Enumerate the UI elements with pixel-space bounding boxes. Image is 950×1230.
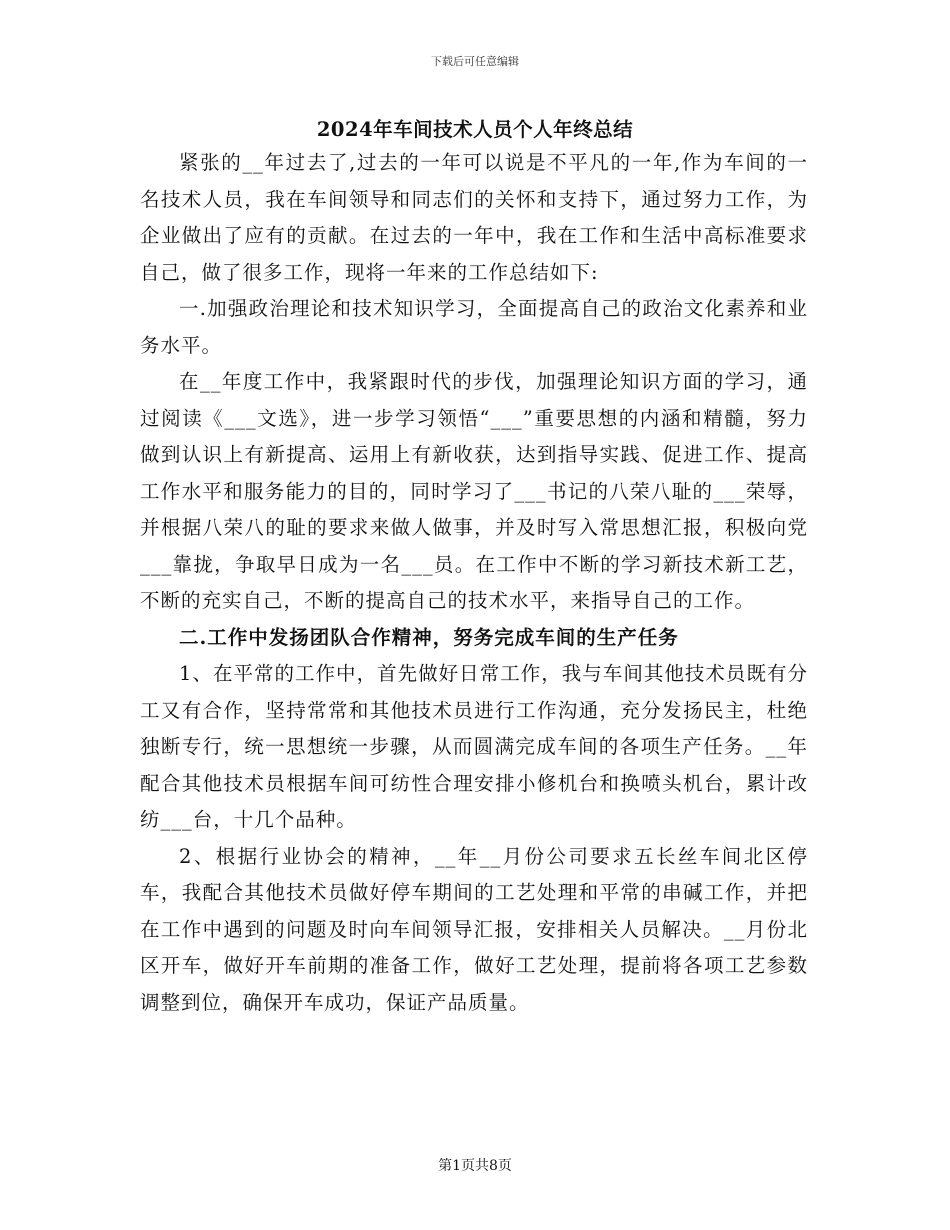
paragraph-item-2: 2、根据行业协会的精神，__年__月份公司要求五长丝车间北区停车，我配合其他技术员做好停车期间的工艺处理和平常的串碱工作，并把在工作中遇到的问题及时向车间领导汇报，安排相关人员解决。__月份北区开车，做好开车前期的准备工作，做好工艺处理，提前将各项工艺参数调整到位，确保开车成功，保证产品质量。 xyxy=(140,844,808,1014)
paragraph-item-1: 1、在平常的工作中，首先做好日常工作，我与车间其他技术员既有分工又有合作，坚持常常和其他技术员进行工作沟通，充分发扬民主，杜绝独断专行，统一思想统一步骤，从而圆满完成车间的各项生产任务。__年配合其他技术员根据车间可纺性合理安排小修机台和换喷头机台，累计改纺___台，十几个品种。 xyxy=(140,662,808,831)
document-body xyxy=(140,145,808,1021)
header-note: 下载后可任意编辑 xyxy=(431,55,519,68)
document-title: 2024年车间技术人员个人年终总结 xyxy=(316,118,634,141)
section-heading-1: 一.加强政治理论和技术知识学习，全面提高自己的政治文化素养和业务水平。 xyxy=(140,297,808,357)
section-heading-2: 二.工作中发扬团队合作精神，努务完成车间的生产任务 xyxy=(179,625,679,649)
paragraph-study: 在__年度工作中，我紧跟时代的步伐，加强理论知识方面的学习，通过阅读《___文选》，进一步学习领悟“___”重要思想的内涵和精髓，努力做到认识上有新提高、运用上有新收获，达到指导实践、促进工作、提高工作水平和服务能力的目的，同时学习了___书记的八荣八耻的___荣辱，并根据八荣八的耻的要求来做人做事，并及时写入常思想汇报，积极向党___靠拢，争取早日成为一名___员。在工作中不断的学习新技术新工艺，不断的充实自己，不断的提高自己的技术水平，来指导自己的工作。 xyxy=(140,370,808,612)
paragraph-intro: 紧张的__年过去了,过去的一年可以说是不平凡的一年,作为车间的一名技术人员，我在车间领导和同志们的关怀和支持下，通过努力工作，为企业做出了应有的贡献。在过去的一年中，我在工作和生活中高标准要求自己，做了很多工作，现将一年来的工作总结如下: xyxy=(140,151,808,284)
page-footer: 第1页共8页 xyxy=(438,1158,512,1174)
